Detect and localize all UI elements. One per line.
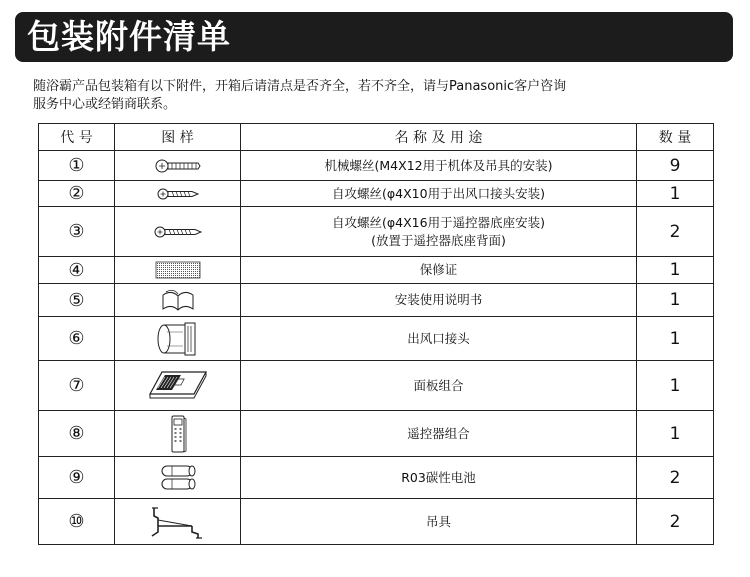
row-code: ③	[39, 207, 115, 257]
header-qty: 数 量	[637, 124, 714, 151]
header-code: 代 号	[39, 124, 115, 151]
row-code: ④	[39, 257, 115, 284]
row-code: ⑩	[39, 499, 115, 545]
title-banner	[15, 12, 733, 62]
header-name: 名 称 及 用 途	[241, 124, 637, 151]
hanger-bracket-icon	[146, 504, 210, 540]
intro-line-2: 服务中心或经销商联系。	[33, 97, 177, 112]
air-outlet-connector-icon	[155, 320, 201, 358]
item-qty: 1	[637, 361, 714, 411]
table-row	[39, 361, 714, 411]
row-code: ⑦	[39, 361, 115, 411]
header-pic: 图 样	[115, 124, 241, 151]
page-title: 包装附件清单	[27, 17, 231, 56]
row-code: ⑥	[39, 317, 115, 361]
item-name: 保修证	[419, 262, 458, 277]
item-name: 自攻螺丝(φ4X10用于出风口接头安装)	[332, 185, 545, 201]
warranty-card-icon	[155, 261, 201, 279]
item-qty: 2	[637, 457, 714, 499]
short-tapping-screw-icon	[156, 187, 200, 201]
item-qty: 1	[637, 181, 714, 207]
table-row	[39, 257, 714, 284]
item-qty: 1	[637, 284, 714, 317]
item-name: 机械螺丝(M4X12用于机体及吊具的安装)	[324, 157, 553, 173]
item-qty: 1	[637, 257, 714, 284]
long-tapping-screw-icon	[153, 225, 203, 239]
table-row	[39, 207, 714, 257]
row-code: ②	[39, 181, 115, 207]
table-row	[39, 317, 714, 361]
row-code: ⑧	[39, 411, 115, 457]
table-row	[39, 284, 714, 317]
item-name: 遥控器组合	[407, 425, 470, 441]
item-qty: 1	[637, 411, 714, 457]
item-qty: 2	[637, 207, 714, 257]
manual-book-icon	[160, 287, 196, 313]
table-row	[39, 181, 714, 207]
batteries-icon	[156, 463, 200, 493]
item-qty: 2	[637, 499, 714, 545]
table-header-row	[39, 124, 714, 151]
item-name: 出风口接头	[407, 330, 470, 346]
item-name: 安装使用说明书	[394, 292, 483, 307]
accessory-table	[38, 123, 714, 545]
table-row	[39, 457, 714, 499]
item-name: 吊具	[425, 513, 451, 529]
row-code: ①	[39, 151, 115, 181]
row-code: ⑨	[39, 457, 115, 499]
item-qty: 1	[637, 317, 714, 361]
intro-text	[33, 78, 723, 114]
item-name: 自攻螺丝(φ4X16用于遥控器底座安装)	[332, 214, 545, 230]
item-name: R03碳性电池	[401, 469, 476, 485]
table-row	[39, 151, 714, 181]
panel-assembly-icon	[146, 368, 210, 404]
table-row	[39, 499, 714, 545]
item-name-note: (放置于遥控器底座背面)	[371, 232, 506, 248]
table-row	[39, 411, 714, 457]
intro-line-1: 随浴霸产品包装箱有以下附件，开箱后请清点是否齐全，若不齐全，请与Panasonic客户咨询	[33, 79, 567, 94]
row-code: ⑤	[39, 284, 115, 317]
machine-screw-icon	[154, 158, 202, 174]
remote-control-icon	[166, 414, 190, 454]
item-qty: 9	[637, 151, 714, 181]
item-name: 面板组合	[413, 377, 464, 393]
